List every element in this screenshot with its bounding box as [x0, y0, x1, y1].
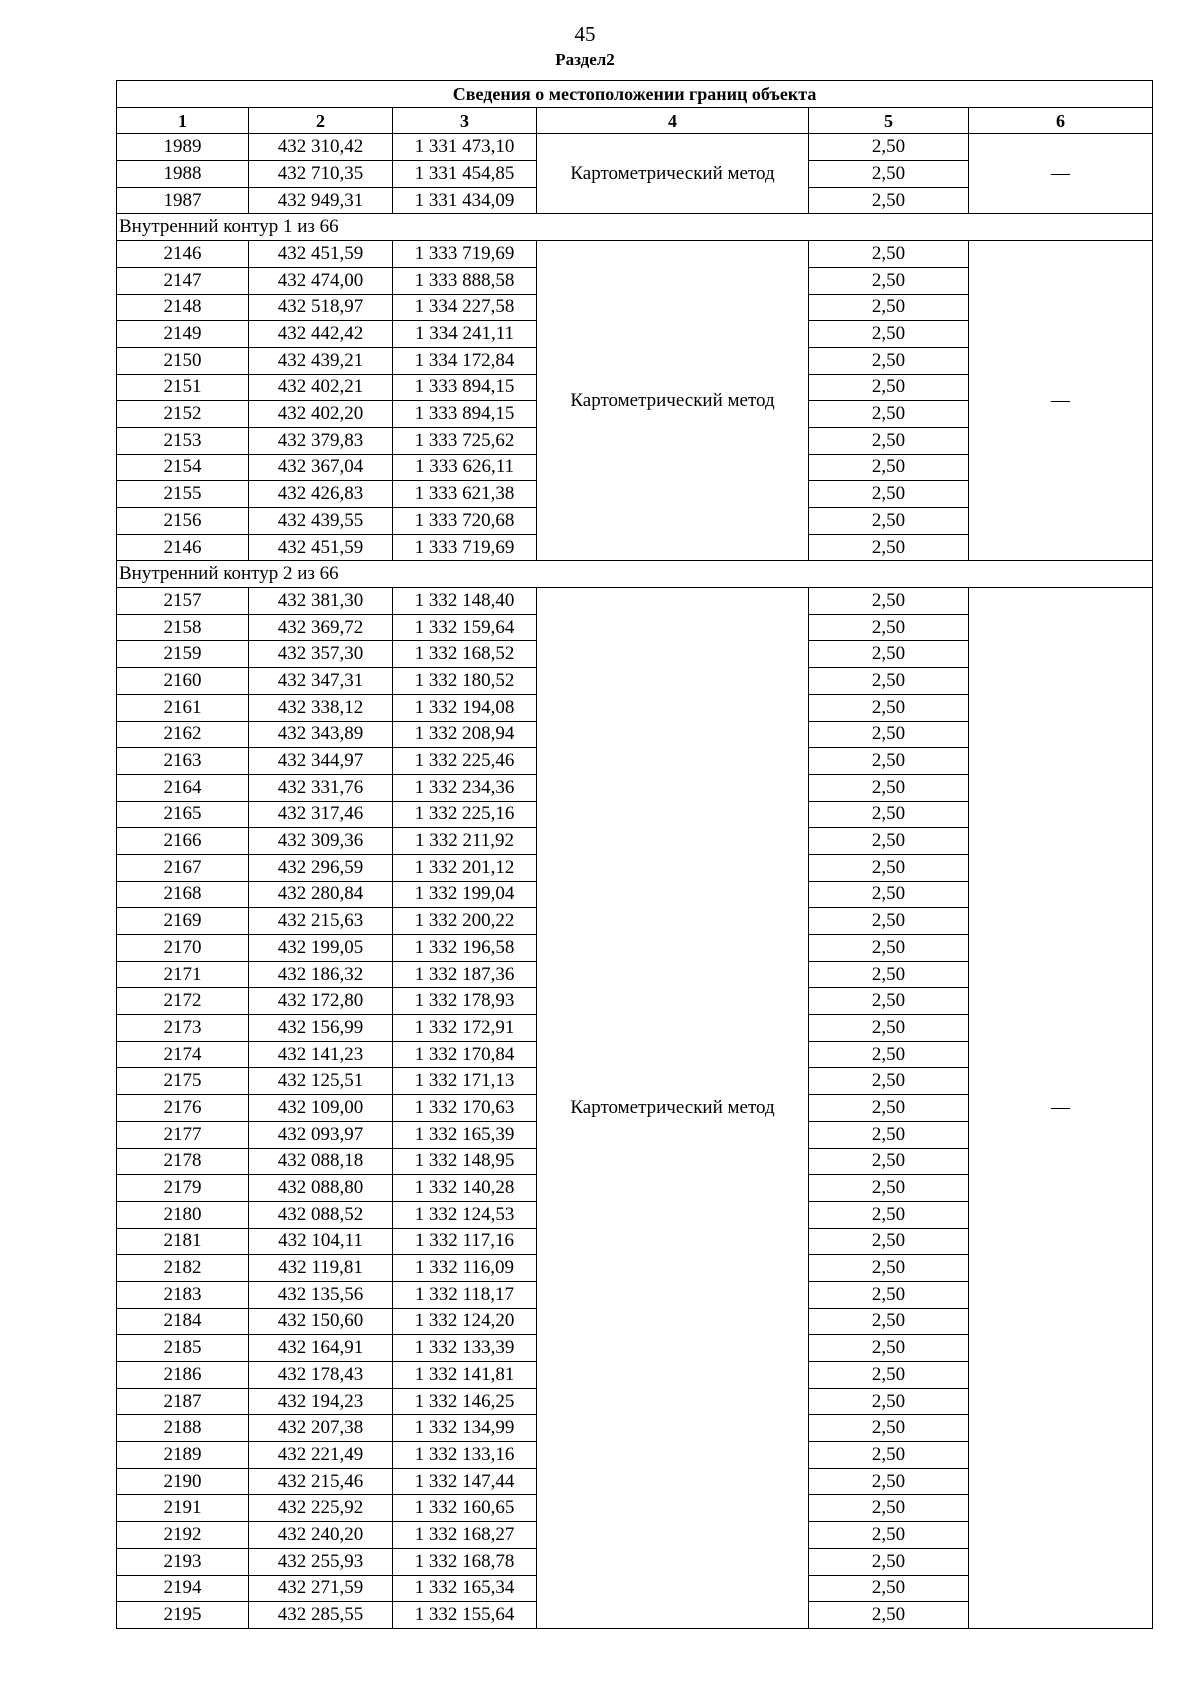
accuracy-cell: 2,50: [809, 1148, 969, 1175]
point-number-cell: 2149: [117, 321, 249, 348]
table-row: [117, 588, 1153, 615]
page-number: 45: [574, 22, 596, 46]
accuracy-cell: 2,50: [809, 694, 969, 721]
y-coordinate-cell: 1 333 621,38: [393, 481, 537, 508]
point-number-cell: 2155: [117, 481, 249, 508]
x-coordinate-cell: 432 309,36: [249, 828, 393, 855]
accuracy-cell: 2,50: [809, 1468, 969, 1495]
column-header: 4: [537, 107, 809, 134]
accuracy-cell: 2,50: [809, 1442, 969, 1469]
point-number-cell: 2189: [117, 1442, 249, 1469]
point-number-cell: 2152: [117, 401, 249, 428]
column-header-row: [117, 107, 1153, 134]
x-coordinate-cell: 432 088,80: [249, 1175, 393, 1202]
y-coordinate-cell: 1 332 160,65: [393, 1495, 537, 1522]
point-number-cell: 2174: [117, 1041, 249, 1068]
y-coordinate-cell: 1 332 225,46: [393, 748, 537, 775]
y-coordinate-cell: 1 333 725,62: [393, 427, 537, 454]
y-coordinate-cell: 1 332 148,95: [393, 1148, 537, 1175]
method-cell: Картометрический метод: [537, 588, 809, 1629]
x-coordinate-cell: 432 518,97: [249, 294, 393, 321]
accuracy-cell: 2,50: [809, 1495, 969, 1522]
point-number-cell: 2167: [117, 854, 249, 881]
accuracy-cell: 2,50: [809, 267, 969, 294]
x-coordinate-cell: 432 172,80: [249, 988, 393, 1015]
accuracy-cell: 2,50: [809, 1575, 969, 1602]
y-coordinate-cell: 1 332 133,16: [393, 1442, 537, 1469]
accuracy-cell: 2,50: [809, 401, 969, 428]
x-coordinate-cell: 432 141,23: [249, 1041, 393, 1068]
point-number-cell: 1988: [117, 161, 249, 188]
point-number-cell: 2166: [117, 828, 249, 855]
accuracy-cell: 2,50: [809, 1308, 969, 1335]
accuracy-cell: 2,50: [809, 1335, 969, 1362]
y-coordinate-cell: 1 333 719,69: [393, 534, 537, 561]
x-coordinate-cell: 432 474,00: [249, 267, 393, 294]
x-coordinate-cell: 432 331,76: [249, 774, 393, 801]
table-body: [117, 134, 1153, 1629]
y-coordinate-cell: 1 332 159,64: [393, 614, 537, 641]
accuracy-cell: 2,50: [809, 801, 969, 828]
y-coordinate-cell: 1 334 227,58: [393, 294, 537, 321]
x-coordinate-cell: 432 347,31: [249, 668, 393, 695]
point-number-cell: 2186: [117, 1362, 249, 1389]
y-coordinate-cell: 1 332 140,28: [393, 1175, 537, 1202]
x-coordinate-cell: 432 402,20: [249, 401, 393, 428]
point-number-cell: 2190: [117, 1468, 249, 1495]
contour-label: Внутренний контур 2 из 66: [117, 561, 1153, 588]
y-coordinate-cell: 1 332 199,04: [393, 881, 537, 908]
point-number-cell: 2150: [117, 347, 249, 374]
y-coordinate-cell: 1 333 626,11: [393, 454, 537, 481]
description-cell: —: [969, 588, 1153, 1629]
table-caption: Сведения о местоположении границ объекта: [117, 81, 1153, 108]
accuracy-cell: 2,50: [809, 614, 969, 641]
accuracy-cell: 2,50: [809, 1175, 969, 1202]
accuracy-cell: 2,50: [809, 1255, 969, 1282]
point-number-cell: 2176: [117, 1095, 249, 1122]
accuracy-cell: 2,50: [809, 1281, 969, 1308]
point-number-cell: 2158: [117, 614, 249, 641]
y-coordinate-cell: 1 332 225,16: [393, 801, 537, 828]
y-coordinate-cell: 1 332 211,92: [393, 828, 537, 855]
x-coordinate-cell: 432 119,81: [249, 1255, 393, 1282]
boundary-coordinates-table: [116, 80, 1153, 1629]
point-number-cell: 2165: [117, 801, 249, 828]
accuracy-cell: 2,50: [809, 1388, 969, 1415]
x-coordinate-cell: 432 451,59: [249, 241, 393, 268]
y-coordinate-cell: 1 332 171,13: [393, 1068, 537, 1095]
accuracy-cell: 2,50: [809, 1201, 969, 1228]
column-header: 3: [393, 107, 537, 134]
x-coordinate-cell: 432 135,56: [249, 1281, 393, 1308]
x-coordinate-cell: 432 178,43: [249, 1362, 393, 1389]
x-coordinate-cell: 432 357,30: [249, 641, 393, 668]
x-coordinate-cell: 432 426,83: [249, 481, 393, 508]
y-coordinate-cell: 1 332 165,34: [393, 1575, 537, 1602]
point-number-cell: 2147: [117, 267, 249, 294]
y-coordinate-cell: 1 332 172,91: [393, 1015, 537, 1042]
y-coordinate-cell: 1 332 168,27: [393, 1522, 537, 1549]
y-coordinate-cell: 1 333 888,58: [393, 267, 537, 294]
accuracy-cell: 2,50: [809, 347, 969, 374]
y-coordinate-cell: 1 333 894,15: [393, 374, 537, 401]
accuracy-cell: 2,50: [809, 374, 969, 401]
x-coordinate-cell: 432 207,38: [249, 1415, 393, 1442]
accuracy-cell: 2,50: [809, 908, 969, 935]
x-coordinate-cell: 432 285,55: [249, 1602, 393, 1629]
accuracy-cell: 2,50: [809, 481, 969, 508]
accuracy-cell: 2,50: [809, 1041, 969, 1068]
accuracy-cell: 2,50: [809, 881, 969, 908]
accuracy-cell: 2,50: [809, 1228, 969, 1255]
y-coordinate-cell: 1 332 196,58: [393, 935, 537, 962]
y-coordinate-cell: 1 332 180,52: [393, 668, 537, 695]
y-coordinate-cell: 1 331 454,85: [393, 161, 537, 188]
contour-label: Внутренний контур 1 из 66: [117, 214, 1153, 241]
contour-label-row: [117, 561, 1153, 588]
x-coordinate-cell: 432 215,63: [249, 908, 393, 935]
y-coordinate-cell: 1 332 194,08: [393, 694, 537, 721]
accuracy-cell: 2,50: [809, 534, 969, 561]
point-number-cell: 2153: [117, 427, 249, 454]
point-number-cell: 2148: [117, 294, 249, 321]
accuracy-cell: 2,50: [809, 774, 969, 801]
y-coordinate-cell: 1 332 208,94: [393, 721, 537, 748]
point-number-cell: 2191: [117, 1495, 249, 1522]
x-coordinate-cell: 432 296,59: [249, 854, 393, 881]
column-header: 2: [249, 107, 393, 134]
accuracy-cell: 2,50: [809, 427, 969, 454]
point-number-cell: 2151: [117, 374, 249, 401]
point-number-cell: 2162: [117, 721, 249, 748]
y-coordinate-cell: 1 332 133,39: [393, 1335, 537, 1362]
x-coordinate-cell: 432 271,59: [249, 1575, 393, 1602]
y-coordinate-cell: 1 332 124,53: [393, 1201, 537, 1228]
accuracy-cell: 2,50: [809, 988, 969, 1015]
accuracy-cell: 2,50: [809, 321, 969, 348]
x-coordinate-cell: 432 381,30: [249, 588, 393, 615]
point-number-cell: 2159: [117, 641, 249, 668]
point-number-cell: 2168: [117, 881, 249, 908]
point-number-cell: 2146: [117, 534, 249, 561]
point-number-cell: 2157: [117, 588, 249, 615]
point-number-cell: 1987: [117, 187, 249, 214]
x-coordinate-cell: 432 104,11: [249, 1228, 393, 1255]
point-number-cell: 2181: [117, 1228, 249, 1255]
accuracy-cell: 2,50: [809, 241, 969, 268]
point-number-cell: 2187: [117, 1388, 249, 1415]
method-cell: Картометрический метод: [537, 134, 809, 214]
table-caption-row: [117, 81, 1153, 108]
x-coordinate-cell: 432 199,05: [249, 935, 393, 962]
x-coordinate-cell: 432 439,55: [249, 508, 393, 535]
x-coordinate-cell: 432 442,42: [249, 321, 393, 348]
y-coordinate-cell: 1 333 720,68: [393, 508, 537, 535]
point-number-cell: 2160: [117, 668, 249, 695]
x-coordinate-cell: 432 194,23: [249, 1388, 393, 1415]
y-coordinate-cell: 1 334 172,84: [393, 347, 537, 374]
x-coordinate-cell: 432 240,20: [249, 1522, 393, 1549]
y-coordinate-cell: 1 332 141,81: [393, 1362, 537, 1389]
point-number-cell: 2183: [117, 1281, 249, 1308]
y-coordinate-cell: 1 332 147,44: [393, 1468, 537, 1495]
point-number-cell: 2188: [117, 1415, 249, 1442]
y-coordinate-cell: 1 333 719,69: [393, 241, 537, 268]
y-coordinate-cell: 1 334 241,11: [393, 321, 537, 348]
accuracy-cell: 2,50: [809, 641, 969, 668]
y-coordinate-cell: 1 332 170,63: [393, 1095, 537, 1122]
y-coordinate-cell: 1 332 134,99: [393, 1415, 537, 1442]
point-number-cell: 2146: [117, 241, 249, 268]
y-coordinate-cell: 1 331 434,09: [393, 187, 537, 214]
accuracy-cell: 2,50: [809, 454, 969, 481]
accuracy-cell: 2,50: [809, 854, 969, 881]
point-number-cell: 2177: [117, 1121, 249, 1148]
point-number-cell: 2172: [117, 988, 249, 1015]
y-coordinate-cell: 1 332 200,22: [393, 908, 537, 935]
point-number-cell: 2156: [117, 508, 249, 535]
y-coordinate-cell: 1 332 118,17: [393, 1281, 537, 1308]
y-coordinate-cell: 1 332 168,52: [393, 641, 537, 668]
accuracy-cell: 2,50: [809, 588, 969, 615]
x-coordinate-cell: 432 186,32: [249, 961, 393, 988]
point-number-cell: 1989: [117, 134, 249, 161]
x-coordinate-cell: 432 338,12: [249, 694, 393, 721]
point-number-cell: 2192: [117, 1522, 249, 1549]
accuracy-cell: 2,50: [809, 961, 969, 988]
point-number-cell: 2182: [117, 1255, 249, 1282]
point-number-cell: 2173: [117, 1015, 249, 1042]
accuracy-cell: 2,50: [809, 1015, 969, 1042]
x-coordinate-cell: 432 379,83: [249, 427, 393, 454]
y-coordinate-cell: 1 331 473,10: [393, 134, 537, 161]
accuracy-cell: 2,50: [809, 1602, 969, 1629]
description-cell: —: [969, 134, 1153, 214]
accuracy-cell: 2,50: [809, 294, 969, 321]
table-row: [117, 134, 1153, 161]
x-coordinate-cell: 432 949,31: [249, 187, 393, 214]
description-cell: —: [969, 241, 1153, 561]
point-number-cell: 2164: [117, 774, 249, 801]
section-title: Раздел2: [555, 50, 615, 69]
point-number-cell: 2184: [117, 1308, 249, 1335]
point-number-cell: 2194: [117, 1575, 249, 1602]
point-number-cell: 2178: [117, 1148, 249, 1175]
accuracy-cell: 2,50: [809, 161, 969, 188]
point-number-cell: 2161: [117, 694, 249, 721]
x-coordinate-cell: 432 221,49: [249, 1442, 393, 1469]
accuracy-cell: 2,50: [809, 1095, 969, 1122]
point-number-cell: 2170: [117, 935, 249, 962]
x-coordinate-cell: 432 125,51: [249, 1068, 393, 1095]
accuracy-cell: 2,50: [809, 1548, 969, 1575]
x-coordinate-cell: 432 439,21: [249, 347, 393, 374]
y-coordinate-cell: 1 332 187,36: [393, 961, 537, 988]
accuracy-cell: 2,50: [809, 1068, 969, 1095]
x-coordinate-cell: 432 109,00: [249, 1095, 393, 1122]
accuracy-cell: 2,50: [809, 1522, 969, 1549]
point-number-cell: 2193: [117, 1548, 249, 1575]
x-coordinate-cell: 432 088,52: [249, 1201, 393, 1228]
x-coordinate-cell: 432 710,35: [249, 161, 393, 188]
y-coordinate-cell: 1 332 155,64: [393, 1602, 537, 1629]
x-coordinate-cell: 432 402,21: [249, 374, 393, 401]
x-coordinate-cell: 432 215,46: [249, 1468, 393, 1495]
y-coordinate-cell: 1 332 146,25: [393, 1388, 537, 1415]
point-number-cell: 2154: [117, 454, 249, 481]
x-coordinate-cell: 432 093,97: [249, 1121, 393, 1148]
point-number-cell: 2195: [117, 1602, 249, 1629]
accuracy-cell: 2,50: [809, 1121, 969, 1148]
point-number-cell: 2179: [117, 1175, 249, 1202]
x-coordinate-cell: 432 367,04: [249, 454, 393, 481]
y-coordinate-cell: 1 332 170,84: [393, 1041, 537, 1068]
y-coordinate-cell: 1 332 165,39: [393, 1121, 537, 1148]
x-coordinate-cell: 432 310,42: [249, 134, 393, 161]
y-coordinate-cell: 1 332 148,40: [393, 588, 537, 615]
point-number-cell: 2185: [117, 1335, 249, 1362]
accuracy-cell: 2,50: [809, 508, 969, 535]
x-coordinate-cell: 432 344,97: [249, 748, 393, 775]
y-coordinate-cell: 1 332 178,93: [393, 988, 537, 1015]
x-coordinate-cell: 432 225,92: [249, 1495, 393, 1522]
column-header: 5: [809, 107, 969, 134]
table-row: [117, 241, 1153, 268]
accuracy-cell: 2,50: [809, 134, 969, 161]
x-coordinate-cell: 432 164,91: [249, 1335, 393, 1362]
x-coordinate-cell: 432 156,99: [249, 1015, 393, 1042]
y-coordinate-cell: 1 332 201,12: [393, 854, 537, 881]
point-number-cell: 2171: [117, 961, 249, 988]
y-coordinate-cell: 1 333 894,15: [393, 401, 537, 428]
accuracy-cell: 2,50: [809, 187, 969, 214]
contour-label-row: [117, 214, 1153, 241]
accuracy-cell: 2,50: [809, 1362, 969, 1389]
accuracy-cell: 2,50: [809, 1415, 969, 1442]
y-coordinate-cell: 1 332 124,20: [393, 1308, 537, 1335]
x-coordinate-cell: 432 369,72: [249, 614, 393, 641]
point-number-cell: 2175: [117, 1068, 249, 1095]
x-coordinate-cell: 432 088,18: [249, 1148, 393, 1175]
point-number-cell: 2180: [117, 1201, 249, 1228]
accuracy-cell: 2,50: [809, 721, 969, 748]
accuracy-cell: 2,50: [809, 935, 969, 962]
x-coordinate-cell: 432 255,93: [249, 1548, 393, 1575]
y-coordinate-cell: 1 332 234,36: [393, 774, 537, 801]
x-coordinate-cell: 432 280,84: [249, 881, 393, 908]
accuracy-cell: 2,50: [809, 668, 969, 695]
x-coordinate-cell: 432 343,89: [249, 721, 393, 748]
x-coordinate-cell: 432 317,46: [249, 801, 393, 828]
point-number-cell: 2169: [117, 908, 249, 935]
point-number-cell: 2163: [117, 748, 249, 775]
method-cell: Картометрический метод: [537, 241, 809, 561]
accuracy-cell: 2,50: [809, 828, 969, 855]
x-coordinate-cell: 432 451,59: [249, 534, 393, 561]
column-header: 1: [117, 107, 249, 134]
accuracy-cell: 2,50: [809, 748, 969, 775]
y-coordinate-cell: 1 332 116,09: [393, 1255, 537, 1282]
x-coordinate-cell: 432 150,60: [249, 1308, 393, 1335]
y-coordinate-cell: 1 332 168,78: [393, 1548, 537, 1575]
column-header: 6: [969, 107, 1153, 134]
y-coordinate-cell: 1 332 117,16: [393, 1228, 537, 1255]
